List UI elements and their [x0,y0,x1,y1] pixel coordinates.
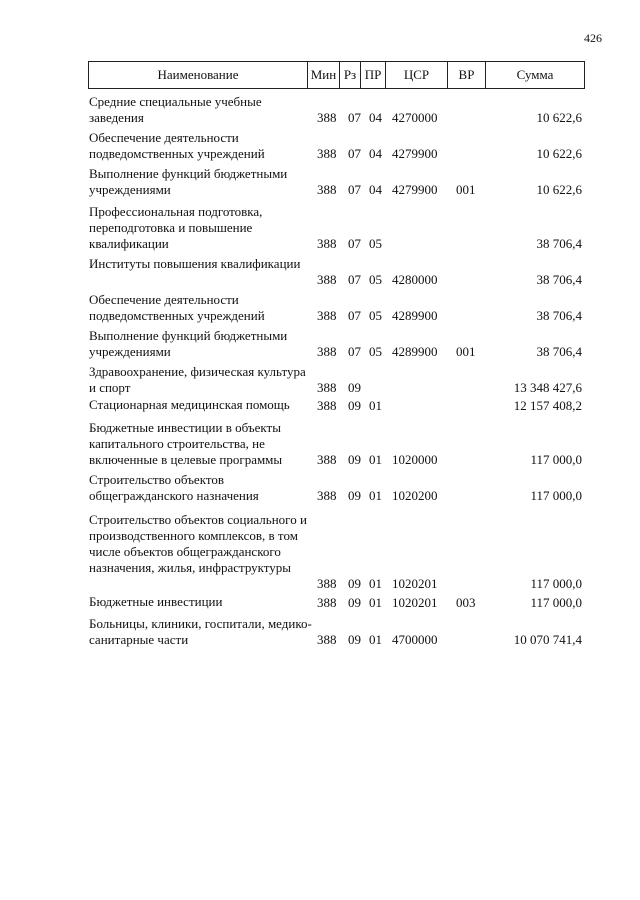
row-csr: 1020000 [392,452,438,467]
row-pr: 05 [369,308,382,323]
row-rz: 09 [348,595,361,610]
table-row [0,166,640,198]
table-row [0,512,640,592]
row-pr: 01 [369,398,382,413]
row-sum: 38 706,4 [536,236,582,251]
row-rz: 09 [348,452,361,467]
row-min: 388 [317,380,337,395]
row-name: Обеспечение деятельности подведомственных учреждений [89,292,265,323]
header-name: Наименование [157,67,239,82]
row-name: Профессиональная подготовка, переподготовка и повышение квалификации [89,204,263,251]
row-vr: 003 [456,595,476,610]
table-row [0,256,640,288]
header-min: Мин [307,62,339,88]
row-csr: 1020201 [392,595,438,610]
row-min: 388 [317,576,337,591]
row-sum: 117 000,0 [530,452,582,467]
header-rz: Рз [339,62,360,88]
table-row [0,328,640,360]
row-sum: 117 000,0 [530,488,582,503]
row-rz: 07 [348,308,361,323]
row-min: 388 [317,236,337,251]
table-row [0,130,640,162]
row-rz: 09 [348,632,361,647]
row-min: 388 [317,488,337,503]
table-row [0,472,640,504]
row-rz: 07 [348,236,361,251]
row-min: 388 [317,632,337,647]
header-sum: Сумма [485,62,584,88]
row-pr: 05 [369,272,382,287]
table-row [0,420,640,468]
row-name: Здравоохранение, физическая культура и спорт [89,364,306,395]
row-name: Бюджетные инвестиции [89,594,223,609]
row-sum: 12 157 408,2 [513,398,582,413]
row-rz: 07 [348,272,361,287]
row-sum: 10 070 741,4 [513,632,582,647]
row-pr: 04 [369,110,382,125]
row-pr: 04 [369,182,382,197]
table-row [0,397,640,414]
row-csr: 4700000 [392,632,438,647]
row-sum: 38 706,4 [536,308,582,323]
row-pr: 05 [369,236,382,251]
row-rz: 09 [348,398,361,413]
row-sum: 10 622,6 [536,146,582,161]
row-sum: 38 706,4 [536,272,582,287]
row-pr: 01 [369,632,382,647]
row-name: Обеспечение деятельности подведомственных учреждений [89,130,265,161]
row-name: Строительство объектов общегражданского назначения [89,472,259,503]
page-number: 426 [584,31,602,45]
row-pr: 05 [369,344,382,359]
row-pr: 01 [369,595,382,610]
header-csr: ЦСР [385,62,447,88]
row-pr: 01 [369,452,382,467]
row-name: Институты повышения квалификации [89,256,301,271]
row-min: 388 [317,308,337,323]
row-sum: 13 348 427,6 [513,380,582,395]
table-row [0,616,640,648]
row-min: 388 [317,146,337,161]
row-name: Выполнение функций бюджетными учреждениями [89,166,288,197]
row-sum: 10 622,6 [536,110,582,125]
row-csr: 4279900 [392,182,438,197]
row-csr: 4289900 [392,344,438,359]
row-vr: 001 [456,344,476,359]
row-min: 388 [317,398,337,413]
row-rz: 09 [348,380,361,395]
row-pr: 01 [369,576,382,591]
row-name: Бюджетные инвестиции в объекты капитального строительства, не включенные в целевые программы [89,420,283,467]
row-rz: 07 [348,146,361,161]
row-csr: 4279900 [392,146,438,161]
row-name: Строительство объектов социального и производственного комплексов, в том числе объектов общегражданского назначения, жилья, инфраструктуры [89,512,307,575]
row-rz: 07 [348,344,361,359]
row-pr: 04 [369,146,382,161]
row-min: 388 [317,595,337,610]
row-sum: 10 622,6 [536,182,582,197]
row-name: Больницы, клиники, госпитали, медико-санитарные части [89,616,312,647]
table-header [88,61,585,89]
row-min: 388 [317,344,337,359]
row-name: Стационарная медицинская помощь [89,397,290,412]
row-min: 388 [317,452,337,467]
row-min: 388 [317,272,337,287]
row-rz: 09 [348,576,361,591]
row-csr: 1020201 [392,576,438,591]
row-rz: 09 [348,488,361,503]
table-row [0,292,640,324]
row-min: 388 [317,110,337,125]
table-row [0,594,640,611]
table-row [0,204,640,252]
row-rz: 07 [348,182,361,197]
row-sum: 38 706,4 [536,344,582,359]
header-vr: ВР [447,62,485,88]
row-csr: 4280000 [392,272,438,287]
row-csr: 4289900 [392,308,438,323]
row-csr: 1020200 [392,488,438,503]
row-sum: 117 000,0 [530,576,582,591]
row-sum: 117 000,0 [530,595,582,610]
row-min: 388 [317,182,337,197]
header-pr: ПР [360,62,385,88]
table-row [0,94,640,126]
row-pr: 01 [369,488,382,503]
row-vr: 001 [456,182,476,197]
table-row [0,364,640,396]
row-rz: 07 [348,110,361,125]
row-csr: 4270000 [392,110,438,125]
row-name: Средние специальные учебные заведения [89,94,262,125]
row-name: Выполнение функций бюджетными учреждениями [89,328,288,359]
